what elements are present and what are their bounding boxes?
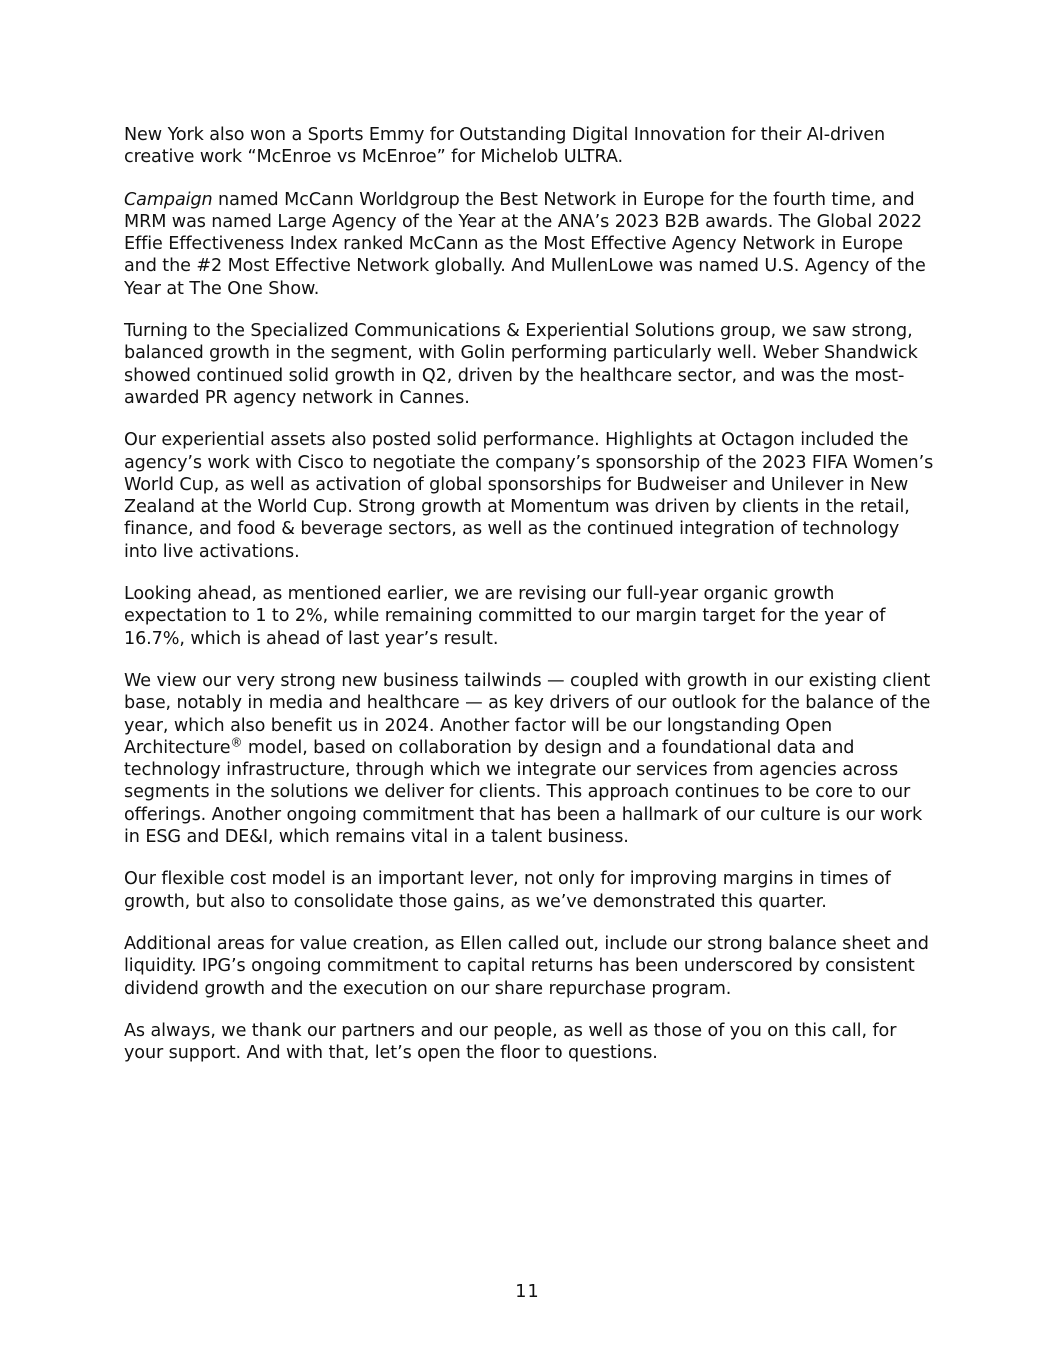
paragraph-text-after: model, based on collaboration by design and a foundational data and technology infrastructure, through which we integrate our services from agencies across segments in the solutions we deliver for clients. This approach continues to be core to our offerings. Another ongoing commitment that has been a hallmark of our culture is our work in ESG and DE&I, which remains vital in a talent business. [124,737,923,848]
paragraph-specialized-communications: Turning to the Specialized Communications & Experiential Solutions group, we saw strong, balanced growth in the segment, with Golin performing particularly well. Weber Shandwick showed continued solid growth in Q2, driven by the healthcare sector, and was the most-awarded PR agency network in Cannes. [124,321,918,408]
paragraph-closing: As always, we thank our partners and our people, as well as those of you on this call, for your support. And with that, let’s open the floor to questions. [124,1020,897,1064]
page-number: 11 [515,1282,540,1302]
paragraph-sports-emmy: New York also won a Sports Emmy for Outstanding Digital Innovation for their AI-driven creative work “McEnroe vs McEnroe” for Michelob ULTRA. [124,125,886,168]
paragraph-campaign-awards [124,189,936,300]
paragraph-text: named McCann Worldgroup the Best Network in Europe for the fourth time, and MRM was named Large Agency of the Year at the ANA’s 2023 B2B awards. The Global 2022 Effie Effectiveness Index ranked McCann as the Most Effective Agency Network in Europe and the #2 Most Effective Network globally. And MullenLowe was named U.S. Agency of the Year at The One Show. [124,189,926,299]
paragraph-new-business-tailwinds [124,670,936,848]
paragraph-text-before: We view our very strong new business tailwinds — coupled with growth in our existing client base, notably in media and healthcare — as key drivers of our outlook for the balance of the year, which also benefit us in 2024. Another factor will be our longstanding Open Architecture [124,670,931,758]
document-body [124,124,936,1084]
paragraph-outlook: Looking ahead, as mentioned earlier, we are revising our full-year organic growth expectation to 1 to 2%, while remaining committed to our margin target for the year of 16.7%, which is ahead of last year’s result. [124,584,886,649]
paragraph-value-creation: Additional areas for value creation, as Ellen called out, include our strong balance sheet and liquidity. IPG’s ongoing commitment to capital returns has been underscored by consistent dividend growth and the execution on our share repurchase program. [124,933,929,999]
paragraph-experiential-assets: Our experiential assets also posted solid performance. Highlights at Octagon included the agency’s work with Cisco to negotiate the company’s sponsorship of the 2023 FIFA Women’s World Cup, as well as activation of global sponsorships for Budweiser and Unilever in New Zealand at the World Cup. Strong growth at Momentum was driven by clients in the retail, finance, and food & beverage sectors, as well as the continued integration of technology into live activations. [124,430,934,562]
publication-name: Campaign [124,189,213,210]
registered-trademark: ® [230,735,243,750]
paragraph-cost-model: Our flexible cost model is an important lever, not only for improving margins in times of growth, but also to consolidate those gains, as we’ve demonstrated this quarter. [124,869,891,912]
